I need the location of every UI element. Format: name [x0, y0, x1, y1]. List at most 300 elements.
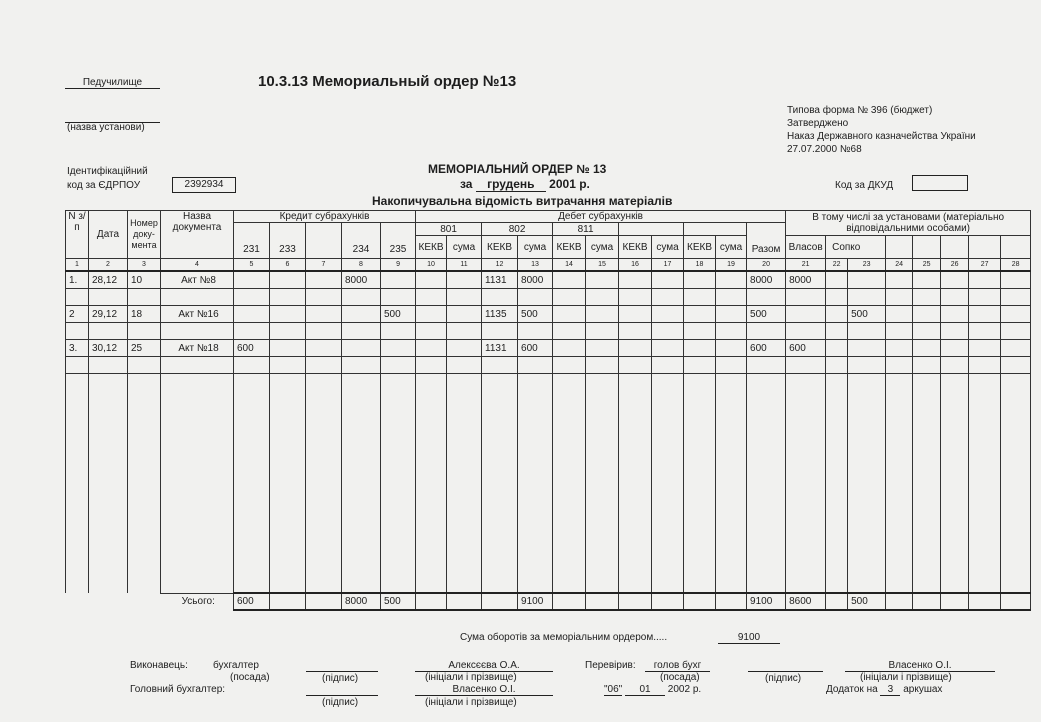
- debit-kekv: КЕКВ: [619, 236, 652, 259]
- position-caption: (посада): [230, 672, 270, 683]
- form-info: [787, 104, 976, 156]
- table-cell: [969, 357, 1001, 374]
- table-cell: [684, 323, 716, 340]
- table-cell: [381, 340, 416, 357]
- column-number: 1: [66, 259, 89, 272]
- table-cell: 28,12: [89, 271, 128, 289]
- table-row: [66, 340, 1031, 357]
- table-cell: [381, 271, 416, 289]
- debit-suma: сума: [518, 236, 553, 259]
- chief-signature: [306, 684, 378, 696]
- table-cell: [826, 323, 848, 340]
- checked-position: голов бухг: [645, 660, 710, 672]
- credit-col: 235: [381, 223, 416, 259]
- appendix-suffix: аркушах: [903, 684, 943, 695]
- table-cell: [482, 374, 518, 594]
- table-cell: [234, 306, 270, 323]
- column-number: 21: [786, 259, 826, 272]
- table-cell: [826, 271, 848, 289]
- table-cell: [786, 289, 826, 306]
- name-caption: (ініціали і прізвище): [860, 672, 952, 683]
- column-number: 5: [234, 259, 270, 272]
- table-cell: [619, 289, 652, 306]
- table-cell: [826, 340, 848, 357]
- table-cell: [128, 357, 161, 374]
- table-cell: [306, 357, 342, 374]
- total-cell: [684, 593, 716, 610]
- table-cell: 1131: [482, 340, 518, 357]
- debit-group: [684, 223, 747, 236]
- table-row: [66, 289, 1031, 306]
- table-cell: [416, 340, 447, 357]
- table-cell: [447, 271, 482, 289]
- debit-suma: сума: [716, 236, 747, 259]
- table-cell: [586, 374, 619, 594]
- table-cell: [941, 374, 969, 594]
- table-cell: [306, 271, 342, 289]
- table-cell: [684, 340, 716, 357]
- table-cell: [128, 374, 161, 594]
- table-cell: [786, 323, 826, 340]
- person-column: [941, 236, 969, 259]
- table-cell: [482, 357, 518, 374]
- table-cell: [342, 306, 381, 323]
- table-cell: [941, 357, 969, 374]
- table-cell: [913, 271, 941, 289]
- table-row: [66, 323, 1031, 340]
- table-cell: [747, 357, 786, 374]
- column-number: 6: [270, 259, 306, 272]
- table-cell: [848, 289, 886, 306]
- table-cell: [342, 357, 381, 374]
- table-cell: [416, 323, 447, 340]
- table-cell: [89, 357, 128, 374]
- period-prefix: за: [460, 177, 473, 191]
- table-cell: [786, 357, 826, 374]
- appendix-label: Додаток на: [826, 684, 878, 695]
- column-number: 10: [416, 259, 447, 272]
- table-cell: [652, 340, 684, 357]
- total-cell: [941, 593, 969, 610]
- total-cell: 500: [848, 593, 886, 610]
- table-cell: [1001, 323, 1031, 340]
- column-number: 23: [848, 259, 886, 272]
- signature-caption: (підпис): [322, 697, 359, 708]
- table-cell: [66, 374, 89, 594]
- table-cell: [342, 323, 381, 340]
- table-cell: [913, 374, 941, 594]
- org-caption: (назва установи): [67, 122, 145, 133]
- edrpou-code: 2392934: [172, 177, 236, 193]
- person-column: [1001, 236, 1031, 259]
- table-cell: [619, 340, 652, 357]
- table-cell: 1.: [66, 271, 89, 289]
- table-cell: 8000: [518, 271, 553, 289]
- checked-signature: [748, 660, 823, 672]
- table-cell: [586, 323, 619, 340]
- table-cell: 8000: [342, 271, 381, 289]
- table-cell: [886, 374, 913, 594]
- turnover-value: 9100: [718, 632, 780, 644]
- column-number: 27: [969, 259, 1001, 272]
- debit-group: 811: [553, 223, 619, 236]
- document-heading: 10.3.13 Мемориальный ордер №13: [258, 73, 517, 90]
- table-cell: Акт №16: [161, 306, 234, 323]
- id-label: Ідентифікаційний: [67, 166, 148, 177]
- table-cell: [848, 374, 886, 594]
- form-info-line: Затверджено: [787, 118, 849, 129]
- table-cell: [381, 374, 416, 594]
- credit-col: 234: [342, 223, 381, 259]
- table-row: [66, 306, 1031, 323]
- executor-position: бухгалтер: [213, 660, 259, 671]
- total-cell: [586, 593, 619, 610]
- table-cell: [342, 340, 381, 357]
- table-cell: 25: [128, 340, 161, 357]
- column-number: 4: [161, 259, 234, 272]
- table-cell: [786, 374, 826, 594]
- table-cell: 600: [747, 340, 786, 357]
- table-cell: [1001, 289, 1031, 306]
- header-n: N з/п: [66, 211, 89, 259]
- table-cell: 500: [518, 306, 553, 323]
- person-column: Сопко: [826, 236, 886, 259]
- table-cell: Акт №8: [161, 271, 234, 289]
- table-cell: [652, 306, 684, 323]
- table-cell: [306, 323, 342, 340]
- total-cell: [416, 593, 447, 610]
- column-number: 8: [342, 259, 381, 272]
- column-number: 14: [553, 259, 586, 272]
- signature-caption: (підпис): [765, 673, 802, 684]
- total-label: Усього:: [181, 596, 215, 608]
- table-cell: [553, 340, 586, 357]
- table-cell: 500: [747, 306, 786, 323]
- period-month: грудень: [476, 177, 546, 192]
- table-cell: [306, 340, 342, 357]
- table-cell: [161, 289, 234, 306]
- appendix-count: 3: [880, 684, 900, 696]
- table-cell: [586, 306, 619, 323]
- table-cell: [1001, 357, 1031, 374]
- table-cell: [89, 593, 128, 610]
- table-cell: [66, 357, 89, 374]
- debit-kekv: КЕКВ: [553, 236, 586, 259]
- table-cell: [234, 357, 270, 374]
- checked-label: Перевірив:: [585, 660, 636, 671]
- table-cell: [161, 323, 234, 340]
- table-cell: [416, 306, 447, 323]
- table-cell: [652, 323, 684, 340]
- table-cell: [684, 374, 716, 594]
- date-day: "06": [604, 684, 623, 695]
- table-cell: [553, 306, 586, 323]
- table-cell: [886, 289, 913, 306]
- table-cell: [969, 323, 1001, 340]
- header-debit: Дебет субрахунків: [416, 211, 786, 223]
- table-cell: [941, 340, 969, 357]
- order-title: МЕМОРІАЛЬНИЙ ОРДЕР № 13: [428, 162, 607, 176]
- table-cell: [482, 323, 518, 340]
- total-cell: 8600: [786, 593, 826, 610]
- executor-name: Алексєєва О.А.: [415, 660, 553, 672]
- table-cell: [969, 271, 1001, 289]
- table-cell: [586, 271, 619, 289]
- column-number: 15: [586, 259, 619, 272]
- table-cell: [416, 357, 447, 374]
- debit-kekv: КЕКВ: [416, 236, 447, 259]
- dkud-box: [912, 175, 968, 191]
- table-cell: [381, 323, 416, 340]
- table-cell: [270, 357, 306, 374]
- table-cell: 3.: [66, 340, 89, 357]
- column-number: 3: [128, 259, 161, 272]
- table-cell: [66, 323, 89, 340]
- table-cell: [652, 374, 684, 594]
- column-number: 17: [652, 259, 684, 272]
- table-cell: 18: [128, 306, 161, 323]
- table-cell: [447, 289, 482, 306]
- column-number: 16: [619, 259, 652, 272]
- total-cell: [270, 593, 306, 610]
- table-cell: 1135: [482, 306, 518, 323]
- table-cell: [234, 374, 270, 594]
- debit-suma: сума: [447, 236, 482, 259]
- total-cell: 500: [381, 593, 416, 610]
- total-cell: [913, 593, 941, 610]
- table-cell: [619, 271, 652, 289]
- table-cell: [1001, 340, 1031, 357]
- table-cell: [619, 323, 652, 340]
- table-cell: 2: [66, 306, 89, 323]
- debit-group: 802: [482, 223, 553, 236]
- total-cell: [1001, 593, 1031, 610]
- table-cell: [66, 289, 89, 306]
- table-cell: [416, 374, 447, 594]
- total-cell: [306, 593, 342, 610]
- table-cell: [553, 289, 586, 306]
- table-cell: [1001, 271, 1031, 289]
- table-cell: [913, 306, 941, 323]
- table-cell: [826, 289, 848, 306]
- name-caption: (ініціали і прізвище): [425, 697, 517, 708]
- empty-rows: [66, 374, 1031, 594]
- table-cell: [619, 374, 652, 594]
- table-cell: 600: [234, 340, 270, 357]
- table-cell: [826, 306, 848, 323]
- table-cell: [913, 323, 941, 340]
- table-cell: [684, 271, 716, 289]
- table-cell: [716, 323, 747, 340]
- table-cell: 600: [786, 340, 826, 357]
- table-row: [66, 357, 1031, 374]
- total-cell: [886, 593, 913, 610]
- form-info-line: Наказ Державного казначейства України: [787, 131, 976, 142]
- column-number: 9: [381, 259, 416, 272]
- table-cell: [619, 357, 652, 374]
- total-cell: [553, 593, 586, 610]
- table-cell: [969, 306, 1001, 323]
- id-label-2: код за ЄДРПОУ: [67, 180, 141, 191]
- table-cell: [1001, 374, 1031, 594]
- table-cell: 8000: [747, 271, 786, 289]
- signature-caption: (підпис): [322, 673, 359, 684]
- table-cell: [652, 289, 684, 306]
- table-cell: [342, 374, 381, 594]
- form-info-line: Типова форма № 396 (бюджет): [787, 105, 933, 116]
- table-cell: [1001, 306, 1031, 323]
- table-cell: [518, 357, 553, 374]
- table-cell: [586, 289, 619, 306]
- table-cell: [941, 323, 969, 340]
- table-cell: [270, 289, 306, 306]
- table-cell: [716, 289, 747, 306]
- table-cell: [886, 323, 913, 340]
- table-cell: [306, 306, 342, 323]
- checked-name: Власенко О.І.: [845, 660, 995, 672]
- column-number: 24: [886, 259, 913, 272]
- table-cell: [482, 289, 518, 306]
- table-cell: [270, 323, 306, 340]
- date-month: 01: [625, 684, 665, 696]
- debit-group: [619, 223, 684, 236]
- table-cell: [716, 271, 747, 289]
- table-cell: [886, 340, 913, 357]
- table-cell: [848, 323, 886, 340]
- table-cell: [270, 306, 306, 323]
- total-cell: [482, 593, 518, 610]
- table-cell: [848, 271, 886, 289]
- totals-row: [66, 593, 1031, 610]
- table-cell: [716, 306, 747, 323]
- table-cell: [941, 289, 969, 306]
- column-number: 19: [716, 259, 747, 272]
- header-doc-name: Назва документа: [161, 211, 234, 259]
- table-cell: [342, 289, 381, 306]
- column-number: 2: [89, 259, 128, 272]
- table-cell: [826, 374, 848, 594]
- credit-col: 231: [234, 223, 270, 259]
- total-cell: 600: [234, 593, 270, 610]
- table-cell: [886, 306, 913, 323]
- table-cell: [969, 340, 1001, 357]
- column-number: 12: [482, 259, 518, 272]
- table-cell: 500: [848, 306, 886, 323]
- table-cell: [518, 374, 553, 594]
- table-cell: [652, 357, 684, 374]
- table-cell: [684, 289, 716, 306]
- table-cell: [89, 323, 128, 340]
- table-cell: [416, 289, 447, 306]
- table-cell: [553, 357, 586, 374]
- column-number: 11: [447, 259, 482, 272]
- table-cell: [553, 271, 586, 289]
- debit-kekv: КЕКВ: [482, 236, 518, 259]
- table-cell: [886, 357, 913, 374]
- org-name: Педучилище: [65, 77, 160, 89]
- table-cell: [306, 374, 342, 594]
- person-column: Власов: [786, 236, 826, 259]
- table-cell: 600: [518, 340, 553, 357]
- table-cell: [161, 357, 234, 374]
- table-cell: [447, 374, 482, 594]
- person-column: [886, 236, 913, 259]
- table-cell: [913, 289, 941, 306]
- table-cell: [234, 289, 270, 306]
- header-including: В тому числі за установами (матеріально відповідальними особами): [786, 211, 1031, 236]
- table-cell: [270, 340, 306, 357]
- table-cell: [270, 271, 306, 289]
- table-cell: [553, 374, 586, 594]
- table-cell: [234, 323, 270, 340]
- debit-suma: сума: [586, 236, 619, 259]
- total-cell: [969, 593, 1001, 610]
- date-year: 2002 р.: [667, 684, 702, 695]
- credit-col: 233: [270, 223, 306, 259]
- debit-kekv: КЕКВ: [684, 236, 716, 259]
- table-cell: [619, 306, 652, 323]
- name-caption: (ініціали і прізвище): [425, 672, 517, 683]
- chief-name: Власенко О.І.: [415, 684, 553, 696]
- column-number: 28: [1001, 259, 1031, 272]
- table-cell: [416, 271, 447, 289]
- table-cell: [553, 323, 586, 340]
- column-number: 7: [306, 259, 342, 272]
- table-cell: 8000: [786, 271, 826, 289]
- column-number: 25: [913, 259, 941, 272]
- table-cell: 1131: [482, 271, 518, 289]
- table-cell: [586, 357, 619, 374]
- table-cell: [306, 289, 342, 306]
- period-year: 2001 р.: [549, 177, 590, 191]
- order-table: [65, 210, 1031, 611]
- header-credit: Кредит субрахунків: [234, 211, 416, 223]
- position-caption: (посада): [660, 672, 700, 683]
- total-cell: [826, 593, 848, 610]
- table-cell: [234, 271, 270, 289]
- column-number: 20: [747, 259, 786, 272]
- table-cell: 29,12: [89, 306, 128, 323]
- table-cell: [941, 271, 969, 289]
- table-cell: [913, 357, 941, 374]
- person-column: [969, 236, 1001, 259]
- table-cell: [89, 289, 128, 306]
- table-cell: [381, 289, 416, 306]
- table-cell: [941, 306, 969, 323]
- column-number: 18: [684, 259, 716, 272]
- table-cell: [586, 340, 619, 357]
- executor-signature: [306, 660, 378, 672]
- total-cell: [619, 593, 652, 610]
- table-cell: Акт №18: [161, 340, 234, 357]
- debit-group: 801: [416, 223, 482, 236]
- table-cell: [969, 374, 1001, 594]
- header-doc-number: Номер доку-мента: [128, 211, 161, 259]
- debit-suma: сума: [652, 236, 684, 259]
- table-cell: [786, 306, 826, 323]
- total-cell: 8000: [342, 593, 381, 610]
- subtitle: Накопичувальна відомість витрачання матеріалів: [372, 194, 673, 208]
- table-cell: [747, 289, 786, 306]
- header-date: Дата: [89, 211, 128, 259]
- table-cell: 500: [381, 306, 416, 323]
- table-cell: [128, 289, 161, 306]
- total-cell: [716, 593, 747, 610]
- table-cell: 30,12: [89, 340, 128, 357]
- total-cell: 9100: [518, 593, 553, 610]
- chief-label: Головний бухгалтер:: [130, 684, 226, 695]
- turnover-label: Сума оборотів за меморіальним ордером.....: [460, 632, 668, 643]
